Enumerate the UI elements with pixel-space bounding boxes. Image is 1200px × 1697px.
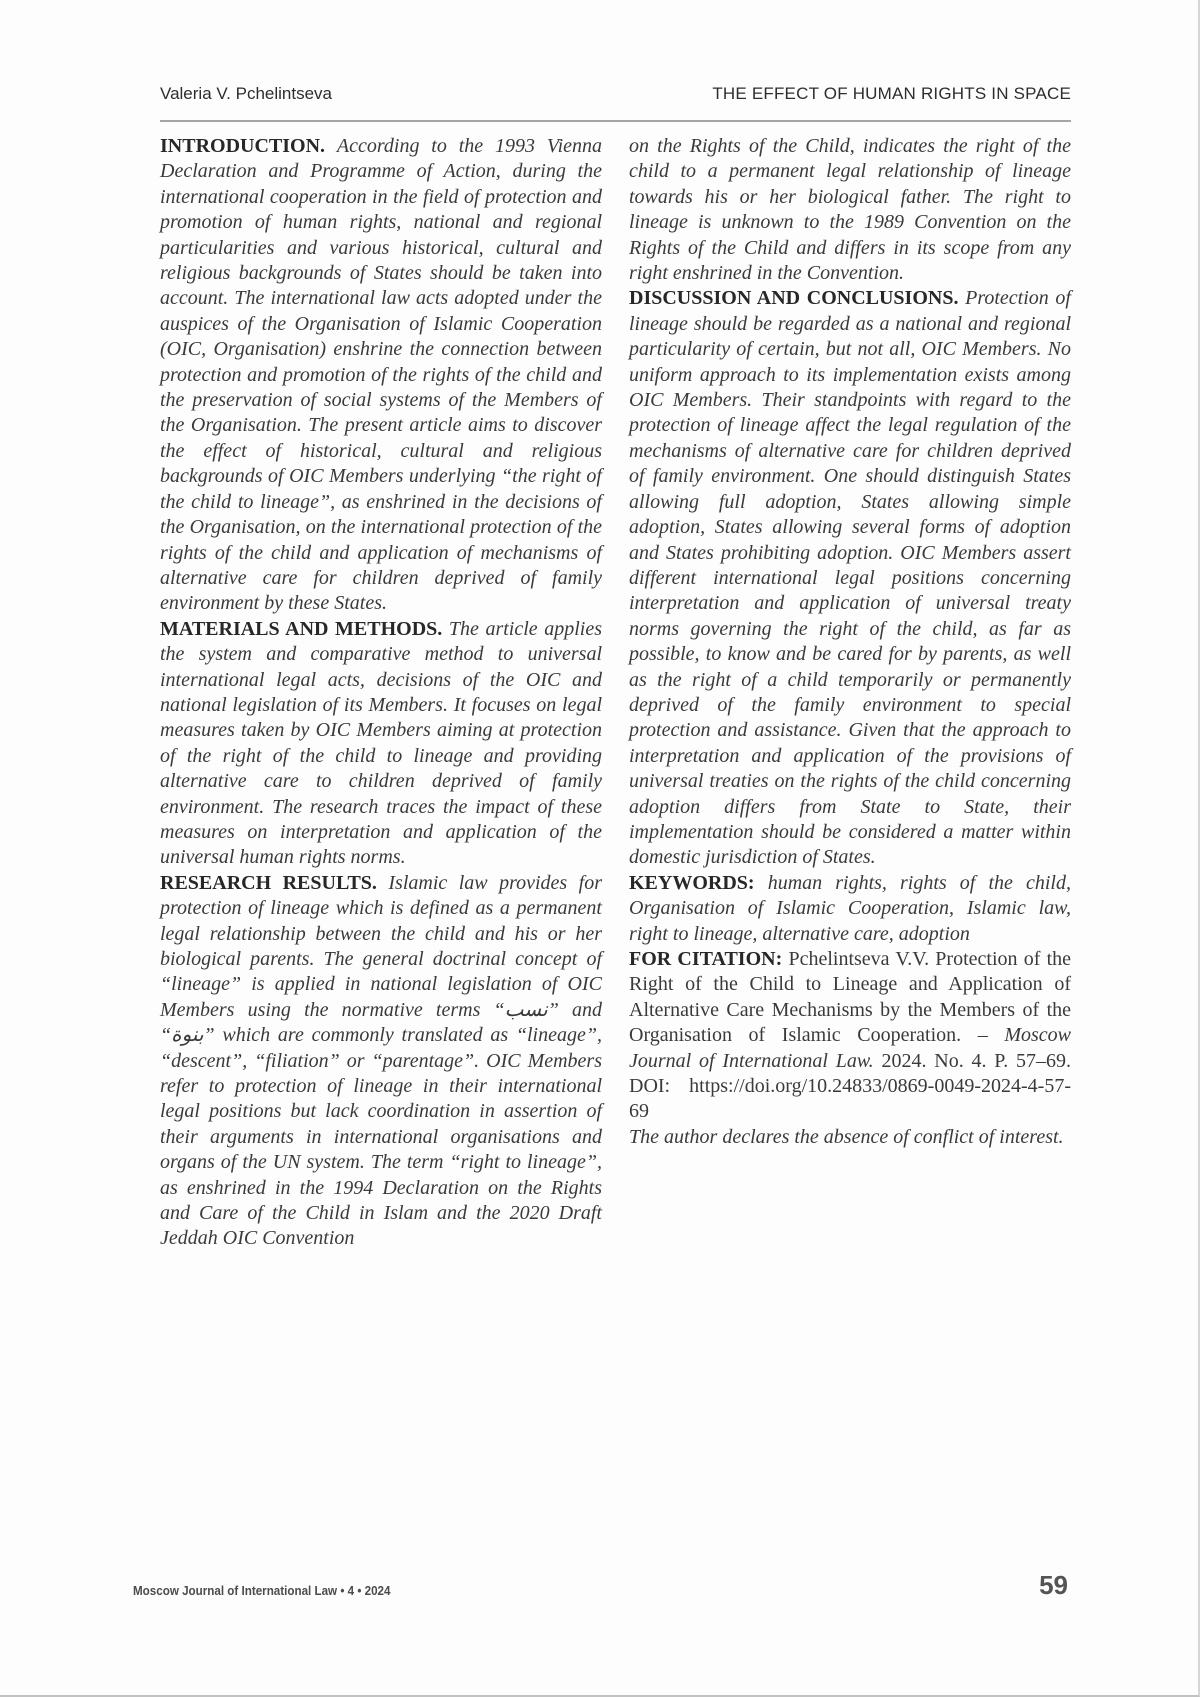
page-footer: [133, 1572, 1068, 1598]
citation-doi: 2024. No. 4. P. 57–69. DOI: https://doi.org/10.24833/0869-0049-2024-4-57-69: [629, 1049, 1071, 1123]
section-for-citation: [629, 947, 1071, 1125]
introduction-text: According to the 1993 Vienna Declaration and Programme of Action, during the international cooperation in the field of protection and promotion of human rights, national and regional particularities and various historical, cultural and religious backgrounds of States should be taken into account. The international law acts adopted under the auspices of the Organisation of Islamic Cooperation (OIC, Organisation) enshrine the connection between protection and promotion of the rights of the child and the preservation of social systems of the Members of the Organisation. The present article aims to discover the effect of historical, cultural and religious backgrounds of OIC Members underlying “the right of the child to lineage”, as enshrined in the decisions of the Organisation, on the international protection of the rights of the child and application of mechanisms of alternative care for children deprived of family environment by these States.: [160, 135, 603, 615]
section-introduction: [160, 134, 602, 617]
page-header: [160, 0, 1071, 122]
author-name: Valeria V. Pchelintseva: [160, 84, 332, 103]
footer-journal-line: Moscow Journal of International Law • 4 • 2024: [133, 1584, 391, 1598]
materials-methods-text: The article applies the system and comparative method to universal international legal acts, decisions of the OIC and national legislation of its Members. It focuses on legal measures taken by OIC Members aiming at protection of the right of the child to lineage and providing alternative care to children deprived of family environment. The research traces the impact of these measures on interpretation and application of the universal human rights norms.: [160, 617, 602, 869]
right-column: [629, 134, 1071, 1252]
citation-text: Pchelintseva V.V. Protection of the Right of the Child to Lineage and Application of Alternative Care Mechanisms by the Members of the Organisation of Islamic Cooperation. –: [629, 948, 1071, 1047]
introduction-label: INTRODUCTION.: [160, 135, 326, 157]
page-number: 59: [1039, 1570, 1068, 1600]
research-results-label: RESEARCH RESULTS.: [160, 871, 377, 894]
section-materials-methods: [160, 617, 602, 871]
discussion-conclusions-text: Protection of lineage should be regarded as a national and regional particularity of certain, but not all, OIC Members. No uniform approach to its implementation exists among OIC Members. Their standpoints with regard to the protection of lineage affect the legal regulation of the mechanisms of alternative care for children deprived of family environment. One should distinguish States allowing full adoption, States allowing simple adoption, States allowing several forms of adoption and States prohibiting adoption. OIC Members assert different international legal positions concerning interpretation and application of universal treaty norms governing the right of the child, as far as possible, to know and be cared for by parents, as well as the right of a child temporarily or permanently deprived of the family environment to special protection and assistance. Given that the approach to interpretation and application of the provisions of universal treaties on the rights of the child concerning adoption differs from State to State, their implementation should be considered a matter within domestic jurisdiction of States.: [629, 287, 1071, 869]
section-research-results: [160, 871, 602, 1252]
citation-journal-title: Moscow Journal of International Law.: [629, 1024, 1072, 1072]
abstract-columns: [160, 134, 1071, 1252]
research-results-continued: on the Rights of the Child, indicates the right of the child to a permanent legal relationship of lineage towards his or her biological father. The right to lineage is unknown to the 1989 Convention on the Rights of the Child and differs in its scope from any right enshrined in the Convention.: [629, 135, 1071, 285]
for-citation-label: FOR CITATION:: [629, 948, 783, 970]
section-keywords: [629, 871, 1071, 947]
section-discussion-conclusions: [629, 286, 1071, 870]
materials-methods-label: MATERIALS AND METHODS.: [160, 617, 443, 640]
discussion-conclusions-label: DISCUSSION AND CONCLUSIONS.: [629, 287, 959, 310]
left-column: [160, 134, 602, 1252]
running-title: THE EFFECT OF HUMAN RIGHTS IN SPACE: [712, 84, 1071, 103]
conflict-of-interest-note: The author declares the absence of conflict of interest.: [629, 1125, 1064, 1148]
keywords-text: human rights, rights of the child, Organisation of Islamic Cooperation, Islamic law, right to lineage, alternative care, adoption: [629, 871, 1071, 945]
keywords-label: KEYWORDS:: [629, 871, 755, 894]
research-results-text: Islamic law provides for protection of lineage which is defined as a permanent legal relationship between the child and his or her biological parents. The general doctrinal concept of “lineage” is applied in national legislation of OIC Members using the normative terms “نسب” and “بنوة” which are commonly translated as “lineage”, “descent”, “filiation” or “parentage”. OIC Members refer to protection of lineage in their international legal positions but lack coordination in assertion of their arguments in international organisations and organs of the UN system. The term “right to lineage”, as enshrined in the 1994 Declaration on the Rights and Care of the Child in Islam and the 2020 Draft Jeddah OIC Convention: [160, 871, 603, 1250]
